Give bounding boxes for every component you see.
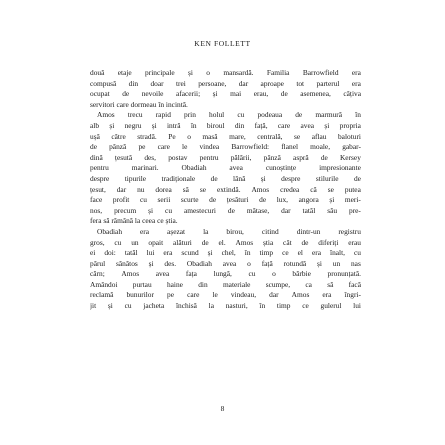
text-line: de pânză pe care le vindea Barrowfield: flanel moale, gabar- (90, 142, 361, 152)
text-line: reclamă bunurilor pe care le vindeau, dar Amos era îngri- (90, 290, 361, 300)
text-line: Amos trecu rapid prin holul cu podeaua de marmură în (97, 110, 361, 120)
text-line: nos, precum și cu amestecuri de mătase, dar tatăl său pre- (90, 205, 361, 215)
text-line: alb și negru și intră în biroul din față, care avea și propria (90, 120, 361, 130)
page-number: 8 (220, 404, 225, 413)
text-line: două etaje principale și o mansardă. Familia Barrowfield era (90, 68, 361, 77)
text-line: ocupat de nevoile afacerii; și mai erau, de asemenea, câțiva (90, 89, 361, 99)
text-line: Obadiah era așezat la birou, citind dintr-un registru (97, 226, 361, 236)
text-line: pentru marinari. Obadiah avea cunoștințe impresionante (90, 163, 361, 173)
text-line: servitori care dormeau în incintă. (90, 99, 188, 109)
text-line: părul sănătos și des. Obadiah avea o față rotundă și un nas (90, 258, 361, 268)
text-line: Amândoi purtau haine din materiale scumpe, ca să facă (90, 279, 361, 289)
text-line: compusă din doar trei persoane, dar aproape tot parterul era (90, 78, 361, 88)
text-line: țesut, dar nu dorea să se extindă. Amos credea că se putea (90, 184, 361, 194)
text-line: jit și cu jacheta închisă la nasturi, în timp ce gulerul lui (90, 301, 361, 311)
text-line: ușă către stradă. Pe o masă mare, centrală, se aflau baloturi (90, 131, 361, 141)
text-line: ei doi: tatăl lui era scund și chel, în timp ce el era înalt, cu (90, 248, 361, 258)
text-line: face profit cu serii scurte de țesături de lux, angora și meri- (90, 195, 361, 205)
text-line: despre tipurile tradiționale de lână și despre stilurile de (90, 173, 361, 183)
text-line: gros, cu un opait alături de el. Amos știa cât de diferiți erau (90, 237, 361, 247)
running-head: KEN FOLLETT (194, 39, 251, 48)
text-line: cărn; Amos avea fața lungă, cu o bărbie pronunțată. (90, 269, 361, 279)
text-line: dină țesută des, postav pentru pălării, pânză aspră de Kersey (90, 152, 361, 162)
body-text (90, 68, 361, 312)
text-line: fera să rămână la ceea ce știa. (90, 216, 178, 226)
